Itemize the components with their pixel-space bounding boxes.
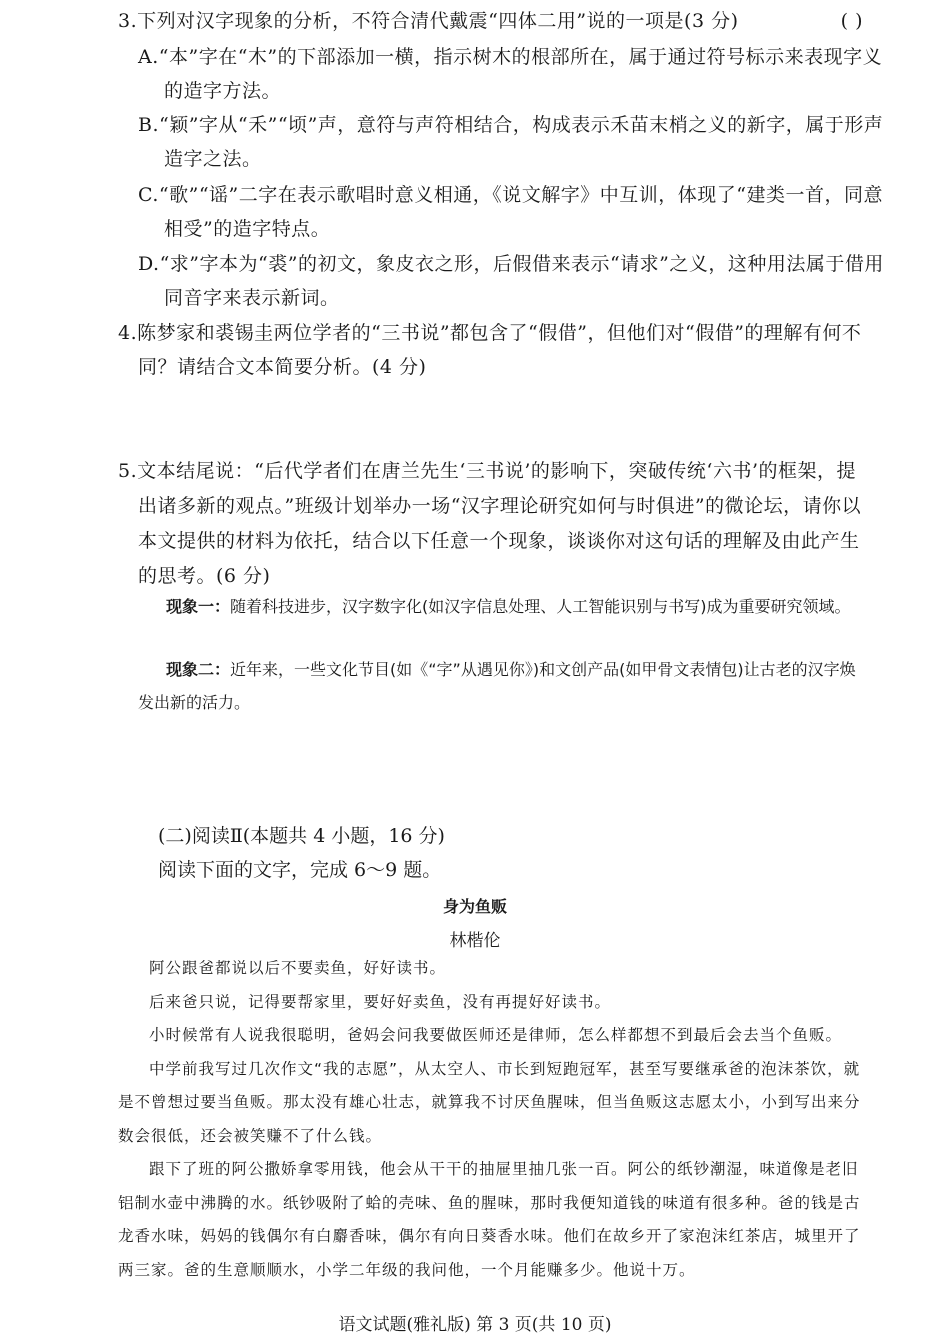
article-body — [118, 952, 863, 1287]
option-d: D.“求”字本为“裘”的初文，象皮衣之形，后假借来表示“请求”之义，这种用法属于借用同音字来表示新词。 — [138, 253, 884, 309]
phenomenon-1 — [138, 590, 863, 623]
question-4: 4.陈梦家和裘锡圭两位学者的“三书说”都包含了“假借”，但他们对“假借”的理解有何不同？请结合文本简要分析。(4 分) — [118, 322, 862, 378]
question-3-stem — [118, 4, 863, 38]
option-a: A.“本”字在“木”的下部添加一横，指示树木的根部所在，属于通过符号标示来表现字义的造字方法。 — [138, 46, 883, 102]
phenomenon-2-label: 现象二： — [166, 660, 231, 679]
phenomenon-1-label: 现象一： — [166, 597, 231, 616]
phenomenon-2-text: 近年来，一些文化节目(如《“字”从遇见你》)和文创产品(如甲骨文表情包)让古老的汉字焕发出新的活力。 — [138, 660, 856, 712]
page-footer: 语文试题(雅礼版) 第 3 页(共 10 页) — [338, 1315, 612, 1335]
question-3-text: 3.下列对汉字现象的分析，不符合清代戴震“四体二用”说的一项是(3 分) — [118, 10, 739, 32]
section-heading: (二)阅读Ⅱ(本题共 4 小题，16 分) — [158, 825, 445, 847]
article-title: 身为鱼贩 — [442, 897, 507, 916]
section-instruction: 阅读下面的文字，完成 6～9 题。 — [158, 859, 442, 881]
article-author: 林楷伦 — [449, 931, 501, 951]
option-c: C.“歌”“谣”二字在表示歌唱时意义相通，《说文解字》中互训，体现了“建类一首，同意相受”的造字特点。 — [138, 184, 883, 240]
phenomenon-2 — [138, 653, 863, 719]
question-5: 5.文本结尾说：“后代学者们在唐兰先生‘三书说’的影响下，突破传统‘六书’的框架，提出诸多新的观点。”班级计划举办一场“汉字理论研究如何与时俱进”的微论坛，请你以本文提供的材料为依托，结合以下任意一个现象，谈谈你对这句话的理解及由此产生的思考。(6 分) — [118, 460, 862, 587]
article-paragraph: 小时候常有人说我很聪明，爸妈会问我要做医师还是律师，怎么样都想不到最后会去当个鱼贩。 — [149, 1026, 843, 1044]
answer-blank: ( ) — [840, 10, 863, 32]
article-paragraph: 阿公跟爸都说以后不要卖鱼，好好读书。 — [149, 959, 447, 977]
option-b: B.“颖”字从“禾”“顷”声，意符与声符相结合，构成表示禾苗末梢之义的新字，属于形声造字之法。 — [138, 114, 884, 170]
article-paragraph: 跟下了班的阿公撒娇拿零用钱，他会从干干的抽屉里抽几张一百。阿公的纸钞潮湿，味道像是老旧铝制水壶中沸腾的水。纸钞吸附了蛤的壳味、鱼的腥味，那时我便知道钱的味道有很多种。爸的钱是古龙香水味，妈妈的钱偶尔有白麝香味，偶尔有向日葵香水味。他们在故乡开了家泡沫红茶店，城里开了两三家。爸的生意顺顺水，小学二年级的我问他，一个月能赚多少。他说十万。 — [118, 1160, 861, 1279]
phenomenon-1-text: 随着科技进步，汉字数字化(如汉字信息处理、人工智能识别与书写)成为重要研究领域。 — [230, 597, 851, 616]
article-paragraph: 中学前我写过几次作文“我的志愿”，从太空人、市长到短跑冠军，甚至写要继承爸的泡沫茶饮，就是不曾想过要当鱼贩。那太没有雄心壮志，就算我不讨厌鱼腥味，但当鱼贩这志愿太小，小到写出来分数会很低，还会被笑赚不了什么钱。 — [118, 1059, 861, 1145]
article-paragraph: 后来爸只说，记得要帮家里，要好好卖鱼，没有再提好好读书。 — [149, 992, 612, 1011]
